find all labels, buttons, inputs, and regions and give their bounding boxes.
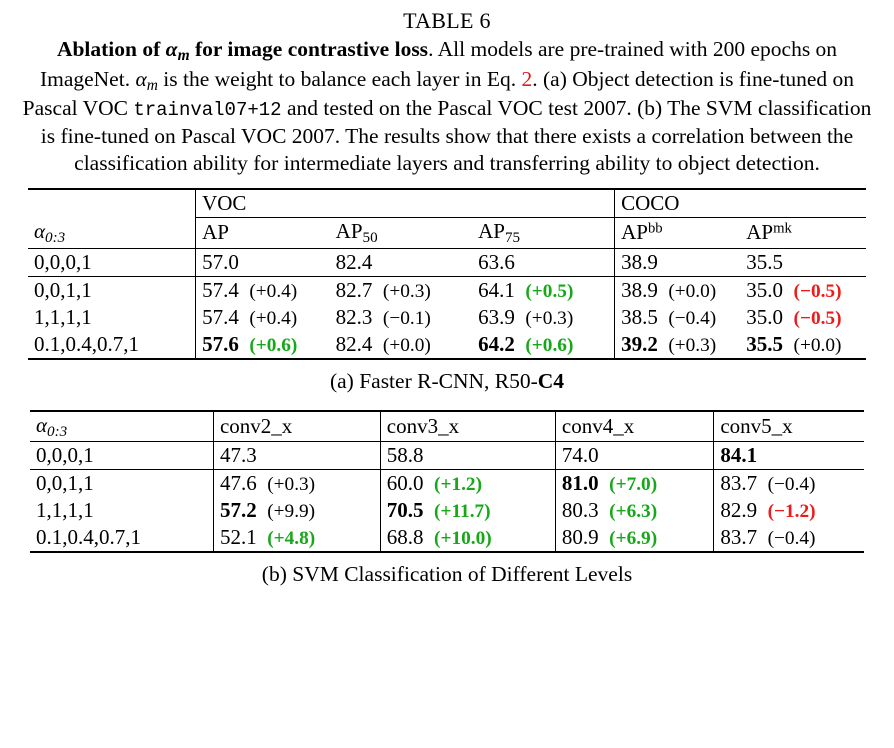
- table-a-row3-ap50: [330, 331, 472, 359]
- table-b-row1-conv2: [213, 470, 380, 498]
- table-a-row1-alpha: 0,0,1,1: [28, 276, 196, 304]
- table-a-col-ap75: $AP_{75}$: [478, 218, 521, 246]
- table-b-row3-conv5: [714, 524, 864, 552]
- table-a-detection: [28, 188, 866, 360]
- table-a-row2-ap50: [330, 304, 472, 331]
- table-b-row0-conv2: [213, 442, 380, 470]
- table-b-row1-conv3: [380, 470, 555, 498]
- table-b-row2-conv2: [213, 497, 380, 524]
- value: 83.7: [720, 525, 758, 550]
- value: 47.6: [219, 471, 257, 496]
- delta: (+0.3): [382, 280, 431, 302]
- table-a-row0-ap: [196, 248, 330, 276]
- delta: (+0.5): [525, 280, 574, 302]
- value: 82.9: [720, 498, 758, 523]
- table-a-row2-apbb: [615, 304, 741, 331]
- value: 38.5: [621, 304, 658, 329]
- delta: (+0.6): [249, 334, 298, 356]
- table-b-wrapper: [30, 410, 864, 554]
- value: 68.8: [386, 525, 424, 550]
- value: 38.9: [621, 277, 658, 302]
- delta: (−0.1): [382, 307, 431, 329]
- value: 82.3: [335, 304, 373, 329]
- value: 35.5: [746, 331, 784, 356]
- caption-text-1: . All models are pre-trained with 200 epochs on ImageNet.: [39, 37, 838, 91]
- delta: (+11.7): [434, 501, 491, 523]
- value: 64.2: [478, 331, 515, 356]
- value: 35.0: [746, 304, 784, 329]
- table-a-row0-apbb: [615, 248, 741, 276]
- table-b-row-header-label: $\alpha_{0:3}$: [30, 411, 213, 442]
- delta: (+10.0): [434, 528, 492, 550]
- value: 38.9: [621, 249, 658, 274]
- table-a-row-header-label: $\alpha_{0:3}$: [34, 218, 66, 246]
- caption-text-3: . (a) Object detection is fine-tuned on Pascal VOC: [22, 66, 855, 121]
- table-a-row3-apbb: [615, 331, 741, 359]
- table-b-row2-alpha: 1,1,1,1: [36, 498, 94, 523]
- table-a-corner-cell: [28, 189, 196, 218]
- value: 60.0: [386, 471, 424, 496]
- table-b-row2-conv3: [380, 497, 555, 524]
- table-b-row0-conv5: [714, 442, 864, 470]
- table-b-col-conv5: conv5_x: [714, 411, 864, 442]
- delta: (+0.4): [249, 280, 298, 302]
- table-a-row0-apmk: [740, 248, 866, 276]
- table-row: [28, 248, 866, 276]
- delta: (−0.4): [767, 474, 816, 496]
- value: 35.5: [746, 249, 784, 274]
- table-caption: [22, 36, 872, 178]
- table-b-row2-conv4: [555, 497, 713, 524]
- table-b-header-row: [30, 411, 864, 442]
- table-b-row2-conv5: [714, 497, 864, 524]
- table-a-col-apmk: $AP^{mk}$: [746, 220, 792, 245]
- value: 57.6: [202, 331, 239, 356]
- table-a-column-header-row: [28, 217, 866, 248]
- table-b-row3-conv3: [380, 524, 555, 552]
- delta: (+1.2): [434, 474, 483, 496]
- delta: (+4.8): [267, 528, 316, 550]
- value: 64.1: [478, 277, 515, 302]
- table-b-row3-alpha: 0.1,0.4,0.7,1: [30, 524, 213, 552]
- table-b-subcaption: (b) SVM Classification of Different Levels: [261, 562, 633, 587]
- table-a-row0-ap75: [472, 248, 614, 276]
- caption-text-2: is the weight to balance each layer in Eq.: [157, 66, 522, 91]
- table-a-col-ap50: $AP_{50}$: [335, 218, 378, 246]
- delta: (+0.0): [793, 334, 842, 356]
- caption-text-4: and tested on the Pascal VOC test 2007. (b) The SVM classification is fine-tuned on Pascal VOC 2007. The results show that there exists a correlation between the classification ability for intermediate layers and transferring ability to object detection.: [40, 96, 872, 176]
- table-row: [30, 497, 864, 524]
- value: 63.9: [478, 304, 515, 329]
- table-a-row0-alpha: 0,0,0,1: [28, 248, 196, 276]
- value: 57.4: [202, 304, 239, 329]
- value: 63.6: [478, 249, 515, 274]
- table-b-row1-conv5: [714, 470, 864, 498]
- caption-bold-title: Ablation of $\alpha_m$ for image contrastive loss: [56, 37, 429, 64]
- table-a-row1-apbb: [615, 276, 741, 304]
- table-a-group-voc: VOC: [196, 189, 615, 218]
- value: 57.4: [202, 277, 239, 302]
- value: 70.5: [386, 498, 424, 523]
- table-a-row2-ap75: [472, 304, 614, 331]
- delta: (−1.2): [767, 501, 816, 523]
- table-b-row3-conv2: [213, 524, 380, 552]
- table-a-row3-ap75: [472, 331, 614, 359]
- table-a-row2-ap: [196, 304, 330, 331]
- table-a-col-ap: AP: [196, 217, 330, 248]
- table-a-row2-apmk: [740, 304, 866, 331]
- table-a-subcaption: (a) Faster R-CNN, R50-C4: [329, 368, 565, 393]
- delta: (+6.3): [609, 501, 658, 523]
- table-b-row0-alpha: 0,0,0,1: [30, 442, 213, 470]
- table-a-row1-apmk: [740, 276, 866, 304]
- delta: (+6.9): [609, 528, 658, 550]
- delta: (+0.0): [382, 334, 431, 356]
- value: 57.2: [219, 498, 257, 523]
- table-a-wrapper: [28, 188, 866, 360]
- caption-alpha-symbol: $\alpha_m$: [135, 66, 158, 94]
- value: 52.1: [219, 525, 257, 550]
- table-a-row3-alpha: 0.1,0.4,0.7,1: [28, 331, 196, 359]
- equation-reference-link[interactable]: 2: [521, 66, 533, 91]
- value: 39.2: [621, 331, 658, 356]
- table-a-group-coco: COCO: [615, 189, 866, 218]
- value: 35.0: [746, 277, 784, 302]
- table-b-row3-conv4: [555, 524, 713, 552]
- table-b-svm: [30, 410, 864, 554]
- value: 82.4: [335, 331, 373, 356]
- table-row: [28, 331, 866, 359]
- table-b-col-conv3: conv3_x: [380, 411, 555, 442]
- table-row: [30, 470, 864, 498]
- table-row: [28, 304, 866, 331]
- value: 81.0: [561, 471, 599, 496]
- table-number: TABLE 6: [403, 8, 491, 33]
- delta: (+0.6): [525, 334, 574, 356]
- delta: (+0.3): [267, 474, 316, 496]
- table-a-row2-alpha: 1,1,1,1: [34, 304, 92, 329]
- delta: (+7.0): [609, 474, 658, 496]
- table-b-row1-alpha: 0,0,1,1: [30, 470, 213, 498]
- table-a-row0-ap50: [330, 248, 472, 276]
- table-a-row1-ap50: [330, 276, 472, 304]
- table-b-row0-conv3: [380, 442, 555, 470]
- table-row: [28, 276, 866, 304]
- table-a-row1-ap: [196, 276, 330, 304]
- table-row: [30, 442, 864, 470]
- delta: (+0.0): [668, 280, 717, 302]
- delta: (+9.9): [267, 501, 316, 523]
- table-b-col-conv4: conv4_x: [555, 411, 713, 442]
- delta: (−0.4): [668, 307, 717, 329]
- value: 82.7: [335, 277, 373, 302]
- table-b-row1-conv4: [555, 470, 713, 498]
- table-a-col-apbb: $AP^{bb}$: [615, 217, 741, 248]
- delta: (+0.3): [525, 307, 574, 329]
- delta: (−0.5): [793, 307, 842, 329]
- table-row: [30, 524, 864, 552]
- table-b-col-conv2: conv2_x: [213, 411, 380, 442]
- value: 57.0: [202, 249, 239, 274]
- delta: (+0.3): [668, 334, 717, 356]
- value: 82.4: [335, 249, 373, 274]
- delta: (+0.4): [249, 307, 298, 329]
- value: 58.8: [386, 443, 424, 468]
- value: 84.1: [720, 443, 758, 468]
- value: 80.3: [561, 498, 599, 523]
- delta: (−0.4): [767, 528, 816, 550]
- delta: (−0.5): [793, 280, 842, 302]
- value: 74.0: [561, 443, 599, 468]
- table-a-row3-apmk: [740, 331, 866, 359]
- value: 83.7: [720, 471, 758, 496]
- table-a-row1-ap75: [472, 276, 614, 304]
- table-b-row0-conv4: [555, 442, 713, 470]
- value: 47.3: [219, 443, 257, 468]
- table-a-group-header-row: [28, 189, 866, 218]
- caption-mono-text: trainval07+12: [133, 99, 282, 122]
- value: 80.9: [561, 525, 599, 550]
- table-a-row3-ap: [196, 331, 330, 359]
